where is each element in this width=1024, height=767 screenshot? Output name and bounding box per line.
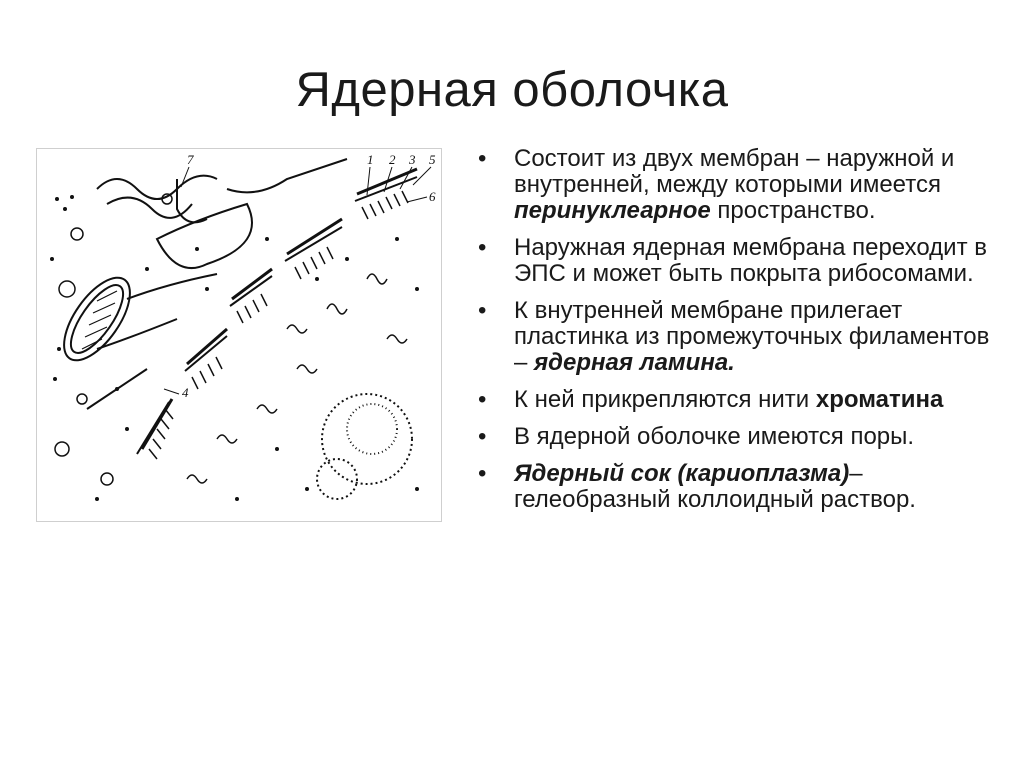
- bullet-emphasis: хроматина: [815, 386, 944, 413]
- bullet-emphasis: Ядерный сок (кариоплазма): [514, 460, 850, 487]
- figure-label-5: 5: [429, 152, 436, 167]
- bullet-item: [478, 146, 998, 224]
- bullet-emphasis: перинуклеарное: [514, 197, 711, 224]
- bullet-item: [478, 235, 998, 287]
- bullet-item: [478, 461, 998, 513]
- bullet-text: Состоит из двух мембран – наружной и внутренней, между которыми имеется: [514, 145, 955, 198]
- bullet-item: [478, 298, 998, 376]
- figure-label-2: 2: [389, 152, 396, 167]
- figure-label-3: 3: [409, 152, 416, 167]
- bullet-text: – гелеобразный коллоидный раствор.: [514, 460, 916, 513]
- bullet-marker: •: [478, 423, 487, 450]
- bullet-list: [478, 146, 998, 524]
- bullet-marker: •: [478, 145, 487, 172]
- bullet-item: [478, 424, 998, 450]
- nuclear-envelope-illustration: [36, 148, 442, 522]
- figure-label-1: 1: [367, 152, 374, 167]
- bullet-text: В ядерной оболочке имеются поры.: [514, 423, 915, 450]
- bullet-text: Наружная ядерная мембрана переходит в ЭПС и может быть покрыта рибосомами.: [514, 234, 987, 287]
- bullet-emphasis: ядерная ламина.: [534, 349, 735, 376]
- bullet-marker: •: [478, 386, 487, 413]
- bullet-item: [478, 387, 998, 413]
- bullet-marker: •: [478, 460, 487, 487]
- slide-title: Ядерная оболочка: [295, 63, 729, 117]
- bullet-marker: •: [478, 297, 487, 324]
- bullet-text: К ней прикрепляются нити: [514, 386, 816, 413]
- figure-label-7: 7: [187, 152, 194, 167]
- bullet-text: К внутренней мембране прилегает пластинка из промежуточных филаментов –: [514, 297, 990, 376]
- bullet-text: пространство.: [710, 197, 876, 224]
- bullet-marker: •: [478, 234, 487, 261]
- figure-label-6: 6: [429, 189, 436, 204]
- figure-label-4: 4: [182, 385, 189, 400]
